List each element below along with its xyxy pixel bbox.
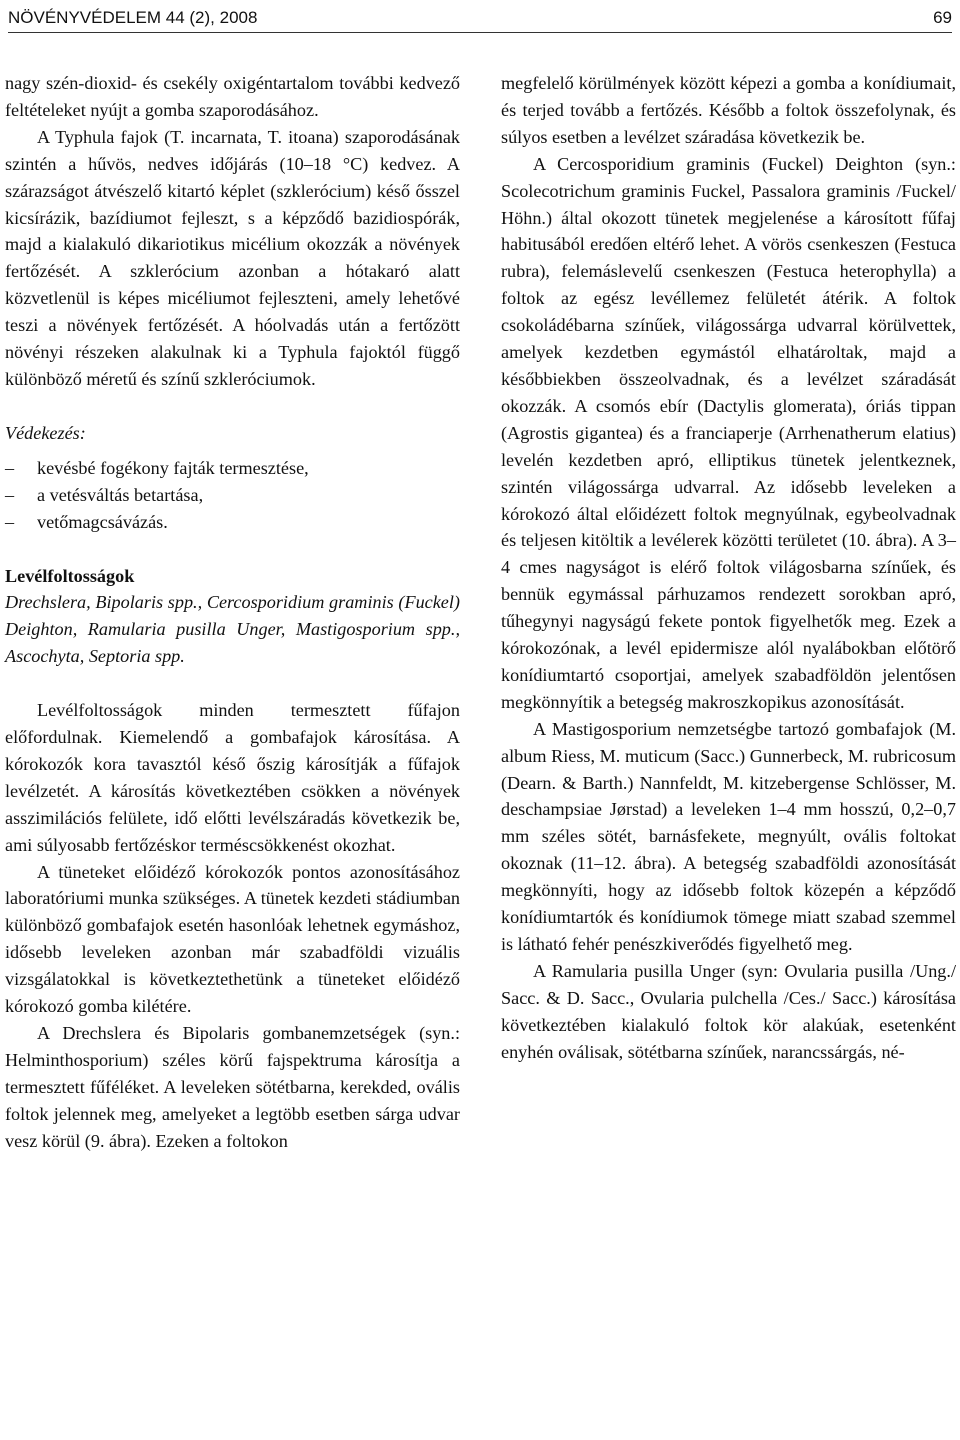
- paragraph: A Typhula fajok (T. incarnata, T. itoana) szaporodásának szintén a hűvös, nedves időjárás (10–18 °C) kedvez. A szárazságot átvészelő kitartó képlet (szklerócium) késő ősszel kicsírázik, bazídiumot fejleszt, s a képződő bazidiospórák, majd a kialakuló dikariotikus micélium okozzák a növények fertőzését. A szklerócium azonban a hótakaró alatt közvetlenül is képes micéliumot fejleszteni, amely lehetővé teszi a növények fertőzését. A hóolvadás után a fertőzött növényi részeken alakulnak ki a Typhula fajoktól függő különböző méretű és színű szkleróciumok.: [5, 126, 460, 389]
- right-column: [501, 70, 956, 1066]
- paragraph: A Mastigosporium nemzetségbe tartozó gombafajok (M. album Riess, M. muticum (Sacc.) Gunnerbeck, M. rubricosum (Dearn. & Barth.) Nannfeldt, M. kitzebergense Schlösser, M. deschampsiae Jørstad) a leveleken 1–4 mm hosszú, 0,2–0,7 mm széles sötét, barnásfekete, megnyúlt, ovális foltokat okoznak (11–12. ábra). A betegség szabadföldi azonosítását megkönnyíti, hogy az idősebb foltok közepén a képződő konídiumtartók és konídiumok tömege miatt szabad szemmel is látható fehér penészkiverődés figyelhető meg.: [501, 718, 956, 954]
- list-item: – vetőmagcsávázás.: [5, 509, 460, 536]
- list-item: – a vetésváltás betartása,: [5, 482, 460, 509]
- paragraph: A Drechslera és Bipolaris gombanemzetségek (syn.: Helminthosporium) széles körű fajspektruma károsítja a termesztett fűféléket. A leveleken sötétbarna, kerekded, ovális foltok jelennek meg, amelyeket a legtöbb esetben sárga udvar vesz körül (9. ábra). Ezeken a foltokon: [5, 1023, 460, 1151]
- left-column: [5, 70, 460, 1155]
- section-title: Levélfoltosságok: [5, 565, 135, 586]
- paragraph: nagy szén-dioxid- és csekély oxigéntartalom további kedvező feltételeket nyújt a gomba szaporodásához.: [5, 73, 460, 120]
- defense-list: [5, 455, 460, 536]
- paragraph: A Cercosporidium graminis (Fuckel) Deighton (syn.: Scolecotrichum graminis Fuckel, Passalora graminis /Fuckel/ Höhn.) által okozott tünetek megjelenése a károsított fűfaj habitusából eredően eltérő lehet. A vörös csenkeszen (Festuca rubra), felemáslevelű csenkeszen (Festuca heterophylla) a foltok az egész levéllemez felületét átérik. A foltok csokoládébarna színűek, világossárga udvarral körülvettek, amelyek kezdetben egymástól elhatároltak, majd a későbbiekben összeolvadnak, és a levélzet száradását okozzák. A csomós ebír (Dactylis glomerata), óriás tippan (Agrostis gigantea) és a franciaperje (Arrhenatherum elatius) levelén kezdetben apró, elliptikus tünetek jelentkeznek, szintén világossárga udvarral. Az idősebb leveleken a kórokozó által előidézett foltok megnyúlnak, egybeolvadnak és teljesen kitöltik a levélerek közötti területet (10. ábra). A 3–4 cmes nagyságot is elérő foltok világosbarna színűek, és bennük egymással párhuzamos rendezett sorokban apró, tűhegynyi nagyságú fekete pontok figyelhetők meg. Ezek a kórokozónak, a levél epidermisze alól nyalábokban előtörő konídiumtartó csoportjai, amelyek szabadföldön jelentősen megkönnyítik a betegség makroszkopikus azonosítását.: [501, 153, 956, 712]
- section-species: Drechslera, Bipolaris spp., Cercosporidium graminis (Fuckel) Deighton, Ramularia pusilla Unger, Mastigosporium spp., Ascochyta, Septoria spp.: [5, 592, 460, 667]
- page-header: [8, 4, 952, 33]
- defense-label: Védekezés:: [5, 422, 86, 443]
- page-number: 69: [933, 8, 952, 27]
- paragraph: megfelelő körülmények között képezi a gomba a konídiumait, és terjed tovább a fertőzés. Később a foltok összefolynak, és súlyos esetben a levélzet száradása következik be.: [501, 73, 956, 147]
- journal-title: NÖVÉNYVÉDELEM 44 (2), 2008: [8, 8, 258, 27]
- paragraph: Levélfoltosságok minden termesztett fűfajon előfordulnak. Kiemelendő a gombafajok károsítása. A kórokozók kora tavasztól késő őszig károsítják a fűfajok levélzetét. A károsítás következtében csökken a növények asszimilációs felülete, idő előtti levélszáradás következik be, ami súlyosabb fertőzéskor terméscsökkenést okozhat.: [5, 700, 460, 855]
- paragraph: A Ramularia pusilla Unger (syn: Ovularia pusilla /Ung./ Sacc. & D. Sacc., Ovularia pulchella /Ces./ Sacc.) károsítása következtében kialakuló foltok kör alakúak, esetenként enyhén oválisak, sötétbarna színűek, narancssárgás, né-: [501, 960, 956, 1062]
- list-item: – kevésbé fogékony fajták termesztése,: [5, 455, 460, 482]
- paragraph: A tüneteket előidéző kórokozók pontos azonosításához laboratóriumi munka szükséges. A tünetek kezdeti stádiumban különböző gombafajok esetén hasonlóak lehetnek egymáshoz, idősebb leveleken azonban már szabadföldi vizuális vizsgálatokkal is következtethetünk a tüneteket előidéző kórokozó gomba kilétére.: [5, 861, 460, 1017]
